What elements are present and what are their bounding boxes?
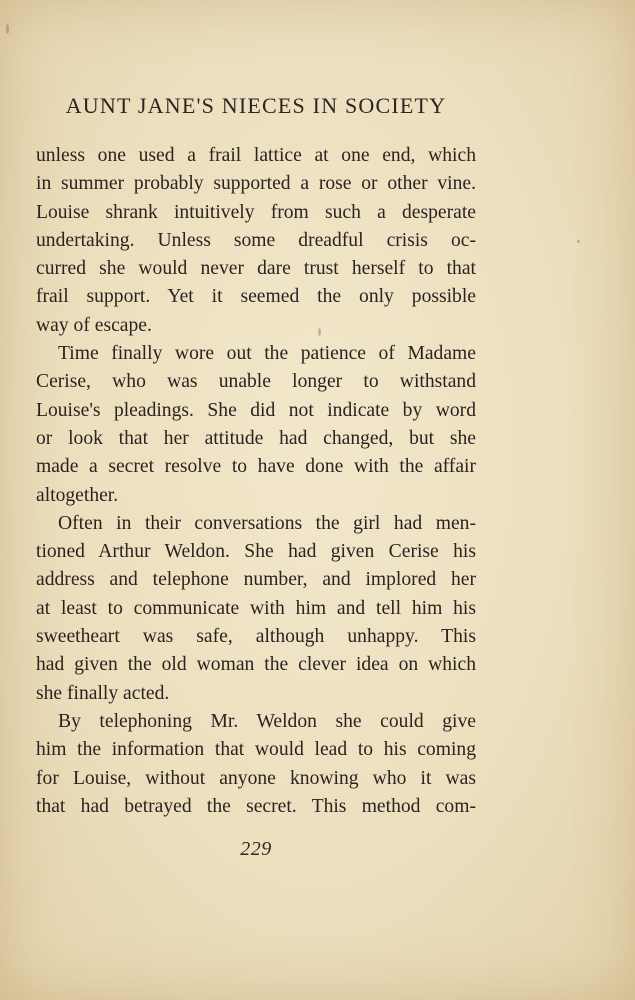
running-head: AUNT JANE'S NIECES IN SOCIETY (65, 93, 447, 118)
text-line: at least to communicate with him and tell him his (36, 597, 476, 619)
text-line: sweetheart was safe, although unhappy. This (36, 626, 476, 648)
text-line: Time finally wore out the patience of Madame (58, 343, 476, 365)
text-line: address and telephone number, and implored her (36, 569, 476, 591)
text-line: for Louise, without anyone knowing who it was (36, 767, 476, 789)
text-line: made a secret resolve to have done with the affair (36, 456, 476, 478)
text-line: Louise shrank intuitively from such a desperate (36, 201, 476, 223)
text-line: in summer probably supported a rose or other vine. (36, 173, 476, 195)
text-line: that had betrayed the secret. This method com- (36, 795, 476, 817)
page-number: 229 (240, 838, 272, 860)
text-line: Often in their conversations the girl had men- (58, 512, 476, 534)
text-line: tioned Arthur Weldon. She had given Cerise his (36, 541, 476, 563)
text-line: way of escape. (36, 314, 152, 336)
body-text (36, 142, 476, 821)
paper-speck (577, 240, 580, 243)
text-line: curred she would never dare trust herself to that (36, 258, 476, 280)
text-line: had given the old woman the clever idea on which (36, 654, 476, 676)
text-line: unless one used a frail lattice at one end, which (36, 145, 476, 166)
text-line: By telephoning Mr. Weldon she could give (58, 710, 476, 732)
text-line: him the information that would lead to his coming (36, 739, 476, 761)
paper-speck (6, 24, 9, 34)
text-line: or look that her attitude had changed, but she (36, 427, 476, 449)
text-line: undertaking. Unless some dreadful crisis oc- (36, 229, 476, 251)
text-line: Louise's pleadings. She did not indicate by word (36, 399, 476, 421)
text-line: frail support. Yet it seemed the only possible (36, 286, 476, 308)
text-line: altogether. (36, 484, 119, 506)
text-line: Cerise, who was unable longer to withstand (36, 371, 476, 393)
text-line: she finally acted. (36, 682, 170, 704)
